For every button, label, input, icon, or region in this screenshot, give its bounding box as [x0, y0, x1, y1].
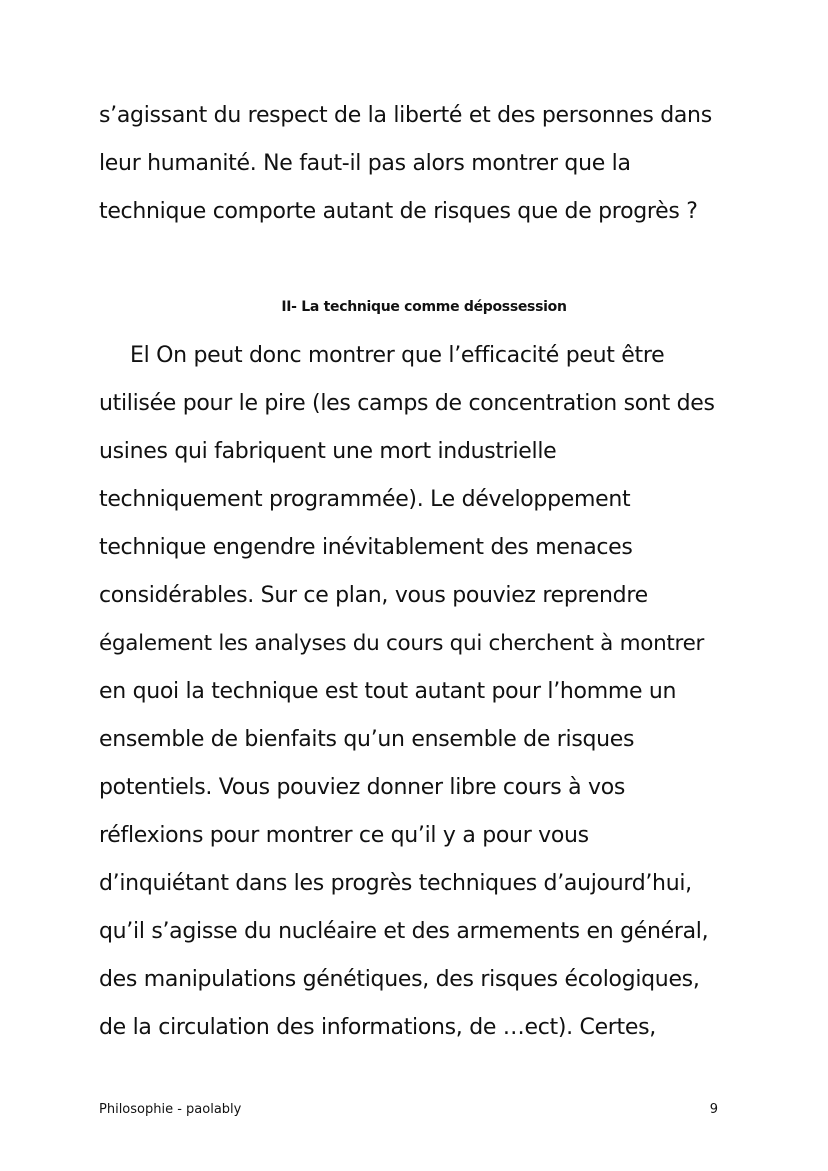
body-line-3: usines qui fabriquent une mort industrielle [99, 439, 557, 464]
page-number: 9 [709, 1102, 718, 1117]
body-line-5: technique engendre inévitablement des menaces [99, 535, 633, 560]
intro-line-1: s’agissant du respect de la liberté et des personnes dans [99, 103, 712, 128]
body-line-10: potentiels. Vous pouviez donner libre cours à vos [99, 775, 626, 800]
section-heading: II- La technique comme dépossession [281, 299, 567, 315]
body-line-7: également les analyses du cours qui cherchent à montrer [99, 631, 705, 656]
body-line-9: ensemble de bienfaits qu’un ensemble de risques [99, 727, 635, 752]
body-line-12: d’inquiétant dans les progrès techniques d’aujourd’hui, [99, 871, 692, 896]
footer-title: Philosophie - paolably [99, 1102, 242, 1117]
body-line-13: qu’il s’agisse du nucléaire et des armements en général, [99, 919, 709, 944]
body-line-4: techniquement programmée). Le développement [99, 487, 631, 512]
body-line-14: des manipulations génétiques, des risques écologiques, [99, 967, 700, 992]
body-line-11: réflexions pour montrer ce qu’il y a pour vous [99, 823, 589, 848]
body-line-6: considérables. Sur ce plan, vous pouviez reprendre [99, 583, 648, 608]
body-line-1: El On peut donc montrer que l’efficacité peut être [130, 343, 665, 368]
body-line-8: en quoi la technique est tout autant pour l’homme un [99, 679, 677, 704]
body-line-15: de la circulation des informations, de …ect). Certes, [99, 1015, 656, 1040]
body-line-2: utilisée pour le pire (les camps de concentration sont des [99, 391, 715, 416]
intro-line-2: leur humanité. Ne faut-il pas alors montrer que la [99, 151, 631, 176]
intro-line-3: technique comporte autant de risques que de progrès ? [99, 199, 698, 224]
